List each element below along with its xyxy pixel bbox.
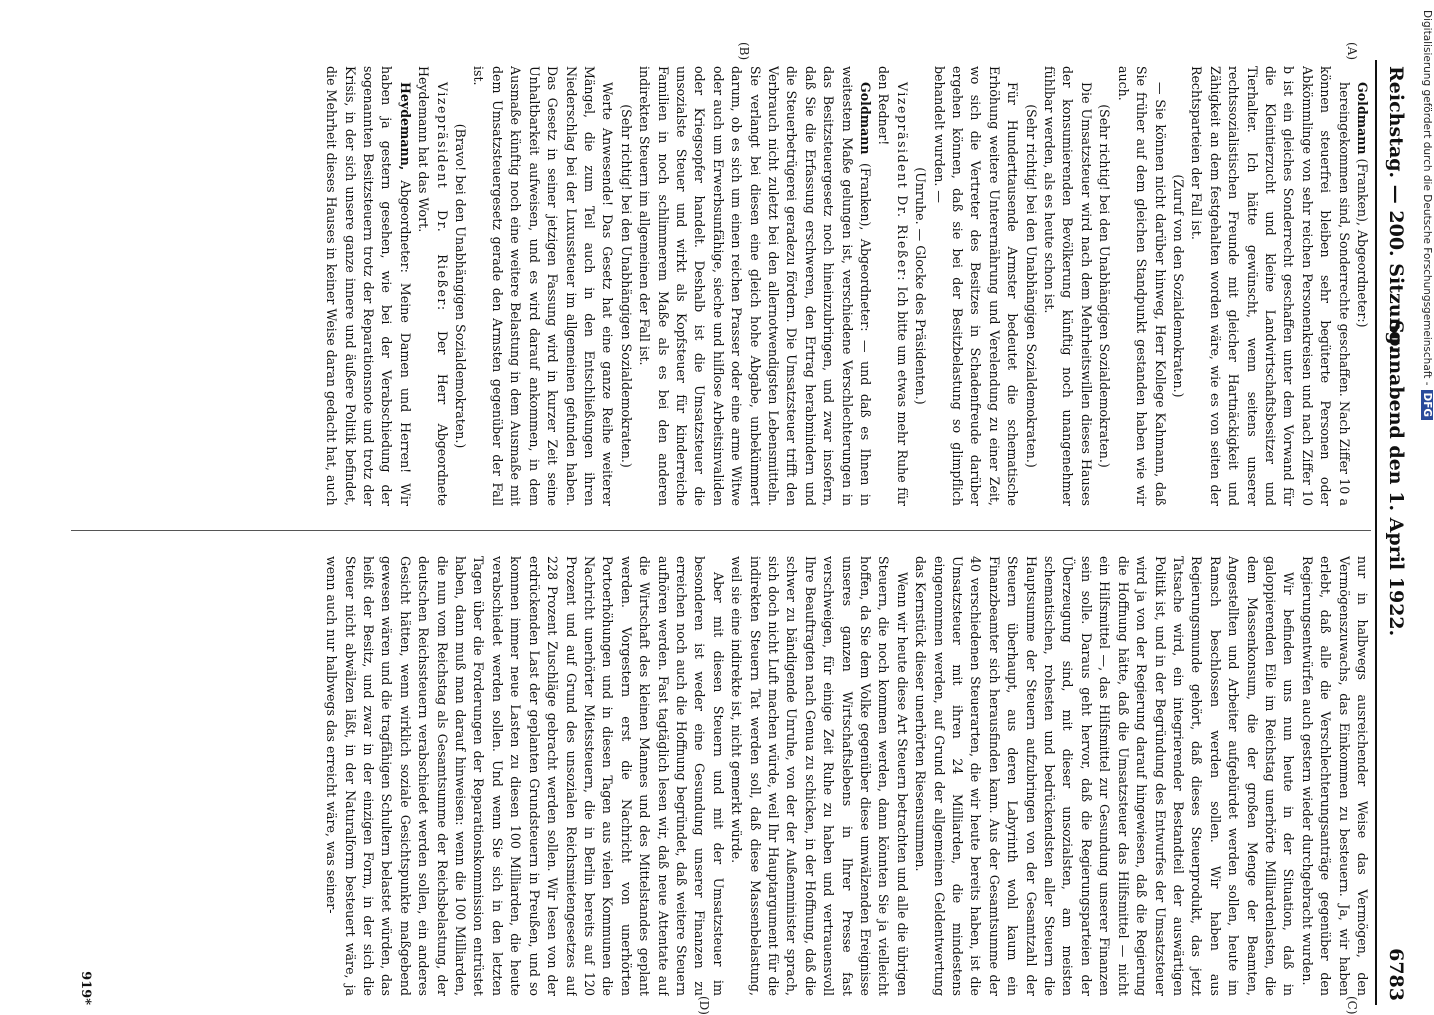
newspaper-page	[61, 42, 1411, 1015]
paragraph: Aber mit diesen Steuern und mit der Umsatzsteuer im besonderen ist weder eine Gesundung unserer Finanzen zu erreichen noch auch die Hoffnung begründet, daß weitere Steuern aufhören werden. Fast tagtäglich lesen wir, daß neue Attentate auf die Wirtschaft des kleinen Mannes und des Mittelstandes geplant werden. Vorgestern erst die Nachricht von unerhörten Portoerhöhungen und in diesen Tagen aus vielen Kommunen die Nachricht unerhörter Mietssteuern, die in Berlin bereits auf 120 Prozent und auf Grund des unsozialen Reichsmietengesetzes auf 228 Prozent Zuschläge gebracht werden sollen. Wir lesen von der erdrückenden Last der geplanten Grundsteuern in Preußen, und so kommen immer neue Lasten zu diesen 100 Milliarden, die heute verabschiedet werden sollen. Und wenn Sie sich in den letzten Tagen über die Forderungen der Reparationskommission entrüstet haben, dann muß man darauf hinweisen: wenn die 100 Milliarden, die nun vom Reichstag als Gesamtsumme der Reichsbelastung, der deutschen Reichssteuern verabschiedet werden sollen, ein anderes Gesicht hätten, wenn wirklich soziale Gesichtspunkte maßgebend gewesen wären und die tragfähigen Schultern belastet würden, das heißt der Besitz, und zwar in der einzigen Form, in der sich die Steuer nicht abwälzen läßt, in der Naturalform besteuert wäre, ja wenn auch nur halbwegs das erreicht wäre, was seiner-	[324, 556, 726, 996]
speaker-paragraph	[1353, 66, 1371, 506]
speech-text: Der Herr Abgeordnete Heydemann hat das Wort.	[416, 66, 450, 506]
interjection: (Sehr richtig! bei den Unabhängigen Sozialdemokraten.)	[618, 104, 634, 468]
presiding-name: Vizepräsident Dr. Rießer:	[894, 82, 910, 283]
speech-text: Ich bitte um etwas mehr Ruhe für den Redner!	[876, 66, 910, 506]
interjection: (Zuruf von den Sozialdemokraten.)	[1170, 174, 1186, 398]
column-divider	[71, 530, 1371, 531]
presiding-name: Vizepräsident Dr. Rießer:	[434, 82, 450, 312]
speaker-paragraph	[322, 66, 414, 506]
header-session: Reichstag. — 200. Sitzung.	[1385, 66, 1407, 352]
speaker-name: Goldmann	[858, 82, 874, 155]
presiding-remark	[874, 66, 911, 506]
paragraph: Wenn wir heute diese Art Steuern betrachten und alle die übrigen Steuern, die noch kommen werden, dann könnten Sie ja vielleicht hoffen, da Sie dem Volke gegenüber diese umwälzenden Ereignisse unseres ganzen Wirtschaftslebens in Ihrer Presse fast verschweigen, für einige Zeit Ruhe zu haben und vertrauensvoll Ihre Beauftragten nach Genua zu schicken, in der Hoffnung, daß die schwer zu bändigende Unruhe, von der der Außenminister sprach, sich doch nicht Luft machen würde, weil Ihr Hauptargument für die indirekten Steuern Tat werden soll, daß diese Massenbelastung, weil sie eine indirekte ist, nicht gemerkt würde.	[729, 556, 910, 996]
margin-marker-a: (A)	[1345, 42, 1359, 61]
paragraph: Wir befinden uns nun heute in der Situation, daß in galoppierenden Eile im Reichstag unerhörte Milliardenlasten, die dem Massenkonsum, die der großen Menge der Beamten, Angestellten und Arbeiter aufgebürdet werden sollen, heute im Ramsch beschlossen werden sollen. Wir haben aus Regierungsmunde gehört, daß dieses Steuerprodukt, das jetzt Tatsache wird, ein integrierender Bestandteil der auswärtigen Politik ist, und in der Begründung des Entwurfes der Umsatzsteuer wird ja von der Regierung darauf hingewiesen, daß die Regierung die Hoffnung hätte, daß die Umsatzsteuer das Hilfsmittel — nicht ein Hilfsmittel —, das Hilfsmittel zur Gesundung unserer Finanzen sein solle. Daraus geht hervor, daß die Regierungsparteien der Überzeugung sind, mit dieser unsozialsten, am meisten schematischen, rohesten und bedrückendsten aller Steuern die Hauptsumme der Steuern aufzubringen von der Gesamtzahl der Steuern überhaupt, aus deren Labyrinth wohl kaum ein Finanzbeamter sich herausfinden kann. Aus der Gesamtsumme der 40 verschiedenen Steuerarten, die wir heute bereits haben, ist die Umsatzsteuer mit ihren 24 Milliarden, die mindestens eingenommen werden, auf Grund der allgemeinen Geldentwertung das Kernstück dieser unerhörten Riesensummen.	[913, 556, 1297, 996]
paragraph: hereingekommen sind, Sonderrechte geschaffen. Nach Ziffer 10 a können steuerfrei bleiben sehr begüterte Personen oder Abkömmlinge von sehr reichen Personenkreisen und nach Ziffer 10 b ist ein gleiches Sonderrecht geschaffen unter dem Vorwand für die Kleintierzucht und kleine Landwirtschaftsbesitzer und Tierhalter. Ich hätte gewünscht, wenn seitens unserer rechtssozialistischen Freunde mit gleicher Hartnäckigkeit und Zähigkeit an dem festgehalten worden wäre, wie es von seiten der Rechtsparteien der Fall ist.	[1189, 66, 1352, 506]
interjection: (Unruhe. — Glocke des Präsidenten.)	[913, 167, 929, 405]
speech-text: (Franken), Abgeordneter: — und daß es Ihnen in weitestem Maße gelungen ist, verschiedene Verschlechterungen in das Besitzsteuergesetz noch hineinzubringen, und zwar insofern, daß Sie die Erfassung erschweren, den Ertrag herabmindern und die Steuerbetrügerei geradezu fördern. Die Umsatzsteuer trifft den Verbrauch nicht zuletzt bei den allernotwendigsten Lebensmitteln. Sie verlangt bei diesen eine gleich hohe Abgabe, unbekümmert darum, ob es sich um einen reichen Prasser oder eine arme Witwe oder auch um Erwerbsunfähige, sieche und hilflose Arbeitsinvaliden oder Kriegsopfer handelt. Deshalb ist die Umsatzsteuer die unsozialste Steuer und wirkt als Kopfsteuer für kinderreiche Familien in noch schlimmerem Maße als es bei den anderen indirekten Steuern im allgemeinen der Fall ist.	[637, 66, 874, 506]
interjection: (Sehr richtig! bei den Unabhängigen Sozialdemokraten.)	[1023, 104, 1039, 468]
left-column	[71, 66, 1371, 506]
page-number: 6783	[1385, 948, 1407, 1001]
margin-marker-b: (B)	[737, 42, 751, 61]
page-header	[1375, 60, 1411, 1005]
interjection: (Sehr richtig! bei den Unabhängigen Sozialdemokraten.)	[1097, 104, 1113, 468]
header-date: Sonnabend den 1. April 1922.	[1385, 320, 1407, 637]
paragraph: Werte Anwesende! Das Gesetz hat eine ganze Reihe weiterer Mängel, die zum Teil auch in den Entschließungen ihren Niederschlag bei der Luxussteuer im allgemeinen gefunden haben. Das Gesetz in seiner jetzigen Fassung wird in kurzer Zeit seine Unhaltbarkeit aufweisen, und es wird darauf ankommen, in dem Ausmaße künftig noch eine weitere Belastung in dem Ausmaße mit dem Umsatzsteuergesetz gerade den Armsten gegenüber der Fall ist.	[471, 66, 616, 506]
speech-text: Abgeordneter: Meine Damen und Herren! Wir haben ja gestern gesehen, wie bei der Verabschiedung der sogenannten Besitzsteuern trotz der Reparationsnote und trotz der Krisis, in der sich unsere ganze innere und äußere Politik befindet, die Mehrheit dieses Hauses in keiner Weise daran gedacht hat, auch	[324, 66, 413, 506]
paragraph: Für Hunderttausende Armster bedeutet die schematische Erhöhung weitere Unterernährung und Verelendung zu einer Zeit, wo sich die Vertreter des Besitzes in Schadenfreude darüber ergehen können, daß sie bei der Besitzbelastung so glimpflich behandelt wurden. —	[931, 66, 1021, 506]
digitization-text: Digitalisierung gefördert durch die Deutsche Forschungsgemeinschaft -	[1421, 10, 1433, 386]
speaker-name: Heydemann,	[397, 82, 413, 171]
paragraph: — Sie können nicht darüber hinweg, Herr Kollege Kahmann, daß Sie früher auf dem gleichen Standpunkt gestanden haben wie wir auch.	[1115, 66, 1168, 506]
speaker-paragraph	[635, 66, 874, 506]
presiding-remark	[414, 66, 451, 506]
dfg-logo: DFG	[1421, 390, 1433, 421]
margin-marker-c: (C)	[1345, 996, 1359, 1015]
paragraph: Die Umsatzsteuer wird nach dem Mehrheitswillen dieses Hauses der konsumierenden Bevölkerung künftig noch unangenehmer fühlbar werden, als es heute schon ist.	[1042, 66, 1094, 506]
interjection: (Bravo! bei den Unabhängigen Sozialdemokraten.)	[453, 123, 469, 449]
speaker-name: Goldmann	[1355, 82, 1370, 155]
right-column	[71, 556, 1371, 996]
paragraph: nur in halbwegs ausreichender Weise das Vermögen, den Vermögenszuwachs, das Einkommen zu besteuern. Ja, wir haben erlebt, daß alle die Verschlechterungsanträge gegenüber den Regierungsentwürfen auch gestern wieder durchgebracht wurden.	[1299, 556, 1370, 996]
speech-text: (Franken), Abgeordneter:)	[1355, 154, 1370, 328]
digitization-notice	[1420, 10, 1434, 790]
signature-mark: 919*	[78, 971, 93, 1005]
margin-marker-d: (D)	[697, 996, 711, 1015]
